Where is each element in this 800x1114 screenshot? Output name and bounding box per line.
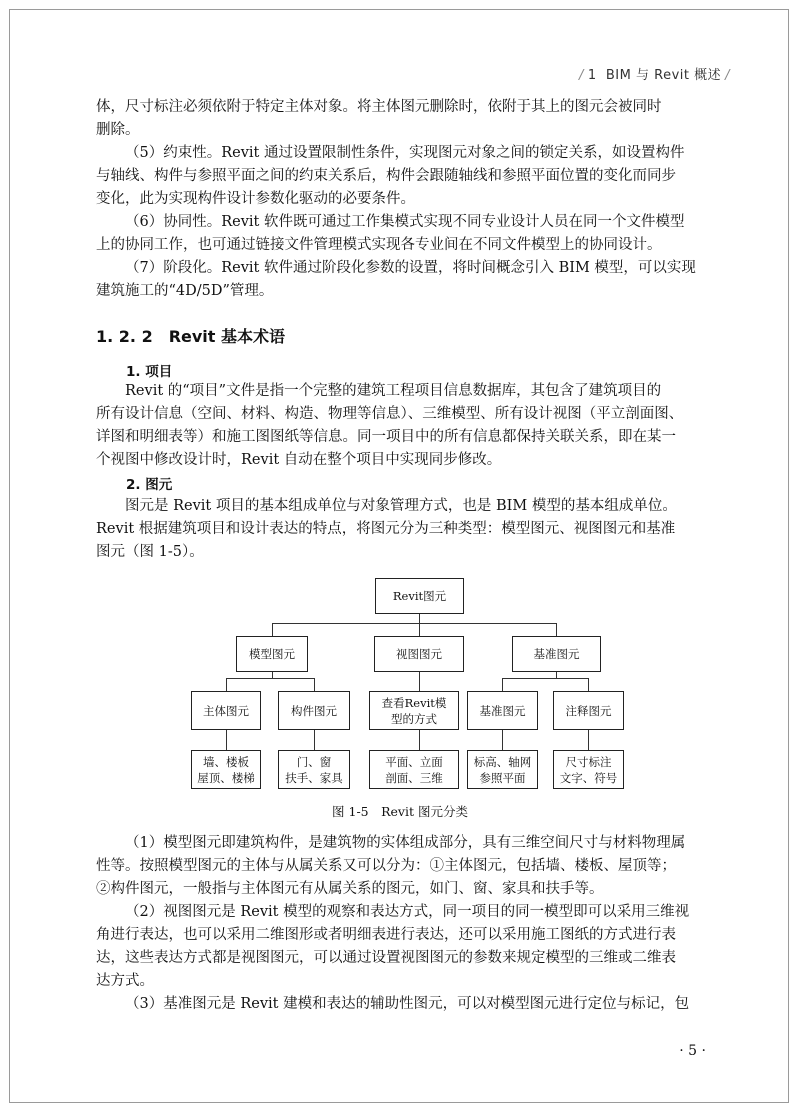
node-text-line: 参照平面 — [479, 770, 526, 785]
text-line: 所有设计信息（空间、材料、构造、物理等信息）、三维模型、所有设计视图（平立剖面图、 — [96, 406, 684, 422]
connector — [502, 678, 503, 691]
node-text-line: 平面、立面 — [385, 754, 443, 769]
connector — [272, 623, 557, 624]
connector — [588, 678, 589, 691]
connector — [502, 678, 589, 679]
node-datum-element: 基准图元 — [512, 636, 601, 672]
text-line: （7）阶段化。Revit 软件通过阶段化参数的设置，将时间概念引入 BIM 模型，可以实现 — [125, 260, 696, 276]
node-annotation-examples — [553, 750, 624, 789]
para-top — [96, 96, 716, 303]
text-line: （5）约束性。Revit 通过设置限制性条件，实现图元对象之间的锁定关系，如设置构件 — [125, 145, 685, 161]
node-text-line: 型的方式 — [391, 711, 437, 726]
node-text-line: 扶手、家具 — [285, 770, 343, 785]
text-line: 详图和明细表等）和施工图图纸等信息。同一项目中的所有信息都保持关联关系，即在某一 — [96, 429, 676, 445]
para-project — [96, 380, 716, 472]
text-line: Revit 的“项目”文件是指一个完整的建筑工程项目信息数据库，其包含了建筑项目的 — [125, 383, 662, 399]
section-title: 1. 2. 2 Revit 基本术语 — [96, 327, 286, 346]
node-text-line: 剖面、三维 — [385, 770, 443, 785]
page-number: · 5 · — [679, 1043, 706, 1059]
node-datum-examples — [467, 750, 538, 789]
connector — [419, 730, 420, 750]
node-component-examples — [278, 750, 350, 789]
node-text-line: 尺寸标注 — [565, 754, 612, 769]
text-line: Revit 根据建筑项目和设计表达的特点，将图元分为三种类型：模型图元、视图图元和基准 — [96, 521, 676, 537]
node-datum-sub-element: 基准图元 — [467, 691, 538, 730]
text-line: （6）协同性。Revit 软件既可通过工作集模式实现不同专业设计人员在同一个文件模型 — [125, 214, 685, 230]
text-line: 达方式。 — [96, 973, 154, 989]
text-line: 图元（图 1-5）。 — [96, 544, 204, 560]
node-text-line: 墙、楼板 — [203, 754, 249, 769]
text-line: ②构件图元，一般指与主体图元有从属关系的图元，如门、窗、家具和扶手等。 — [96, 881, 604, 897]
diagram-root-node: Revit图元 — [375, 578, 464, 614]
chapter-number: 1 — [587, 68, 597, 83]
connector — [314, 678, 315, 691]
text-line: （1）模型图元即建筑构件，是建筑物的实体组成部分，具有三维空间尺寸与材料物理属 — [125, 835, 686, 851]
text-line: 建筑施工的“4D/5D”管理。 — [96, 283, 274, 299]
node-text-line: 查看Revit模 — [381, 695, 447, 710]
connector — [226, 730, 227, 750]
text-line: 与轴线、构件与参照平面之间的约束关系后，构件会跟随轴线和参照平面位置的变化而同步 — [96, 168, 676, 184]
text-line: 达，这些表达方式都是视图图元，可以通过设置视图图元的参数来规定模型的三维或二维表 — [96, 950, 676, 966]
text-line: 性等。按照模型图元的主体与从属关系又可以分为：①主体图元，包括墙、楼板、屋顶等； — [96, 858, 676, 874]
connector — [419, 623, 420, 636]
para-bottom — [96, 832, 716, 1016]
connector — [419, 672, 420, 691]
text-line: 上的协同工作，也可通过链接文件管理模式实现各专业间在不同文件模型上的协同设计。 — [96, 237, 662, 253]
node-annotation-element: 注释图元 — [553, 691, 624, 730]
text-line: 角进行表达，也可以采用二维图形或者明细表进行表达，还可以采用施工图纸的方式进行表 — [96, 927, 676, 943]
text-line: （3）基准图元是 Revit 建模和表达的辅助性图元，可以对模型图元进行定位与标记，包 — [125, 996, 690, 1012]
node-view-method — [369, 691, 459, 730]
connector — [226, 678, 315, 679]
running-header: / 1 BIM 与 Revit 概述 / — [578, 68, 730, 83]
node-host-examples — [191, 750, 261, 789]
subsection-title-element: 2. 图元 — [126, 477, 173, 493]
node-text-line: 门、窗 — [296, 754, 332, 769]
chapter-title: BIM 与 Revit 概述 — [605, 68, 722, 83]
text-line: 删除。 — [96, 122, 140, 138]
node-view-element: 视图图元 — [374, 636, 464, 672]
text-line: （2）视图图元是 Revit 模型的观察和表达方式，同一项目的同一模型即可以采用三维视 — [125, 904, 690, 920]
node-view-examples — [369, 750, 459, 789]
node-text-line: 文字、符号 — [559, 770, 618, 785]
node-text-line: 屋顶、楼梯 — [197, 770, 255, 785]
subsection-title-project: 1. 项目 — [126, 364, 173, 380]
connector — [502, 730, 503, 750]
connector — [314, 730, 315, 750]
connector — [226, 678, 227, 691]
text-line: 个视图中修改设计时，Revit 自动在整个项目中实现同步修改。 — [96, 452, 502, 468]
figure-caption: 图 1-5 Revit 图元分类 — [332, 804, 468, 819]
connector — [556, 623, 557, 636]
text-line: 体，尺寸标注必须依附于特定主体对象。将主体图元删除时，依附于其上的图元会被同时 — [96, 99, 662, 115]
text-line: 图元是 Revit 项目的基本组成单位与对象管理方式，也是 BIM 模型的基本组成单位。 — [125, 498, 677, 514]
node-component-element: 构件图元 — [278, 691, 350, 730]
connector — [272, 623, 273, 636]
node-host-element: 主体图元 — [191, 691, 261, 730]
node-text-line: 标高、轴网 — [473, 754, 532, 769]
connector — [588, 730, 589, 750]
node-model-element: 模型图元 — [236, 636, 308, 672]
text-line: 变化，此为实现构件设计参数化驱动的必要条件。 — [96, 191, 415, 207]
para-element — [96, 495, 716, 564]
